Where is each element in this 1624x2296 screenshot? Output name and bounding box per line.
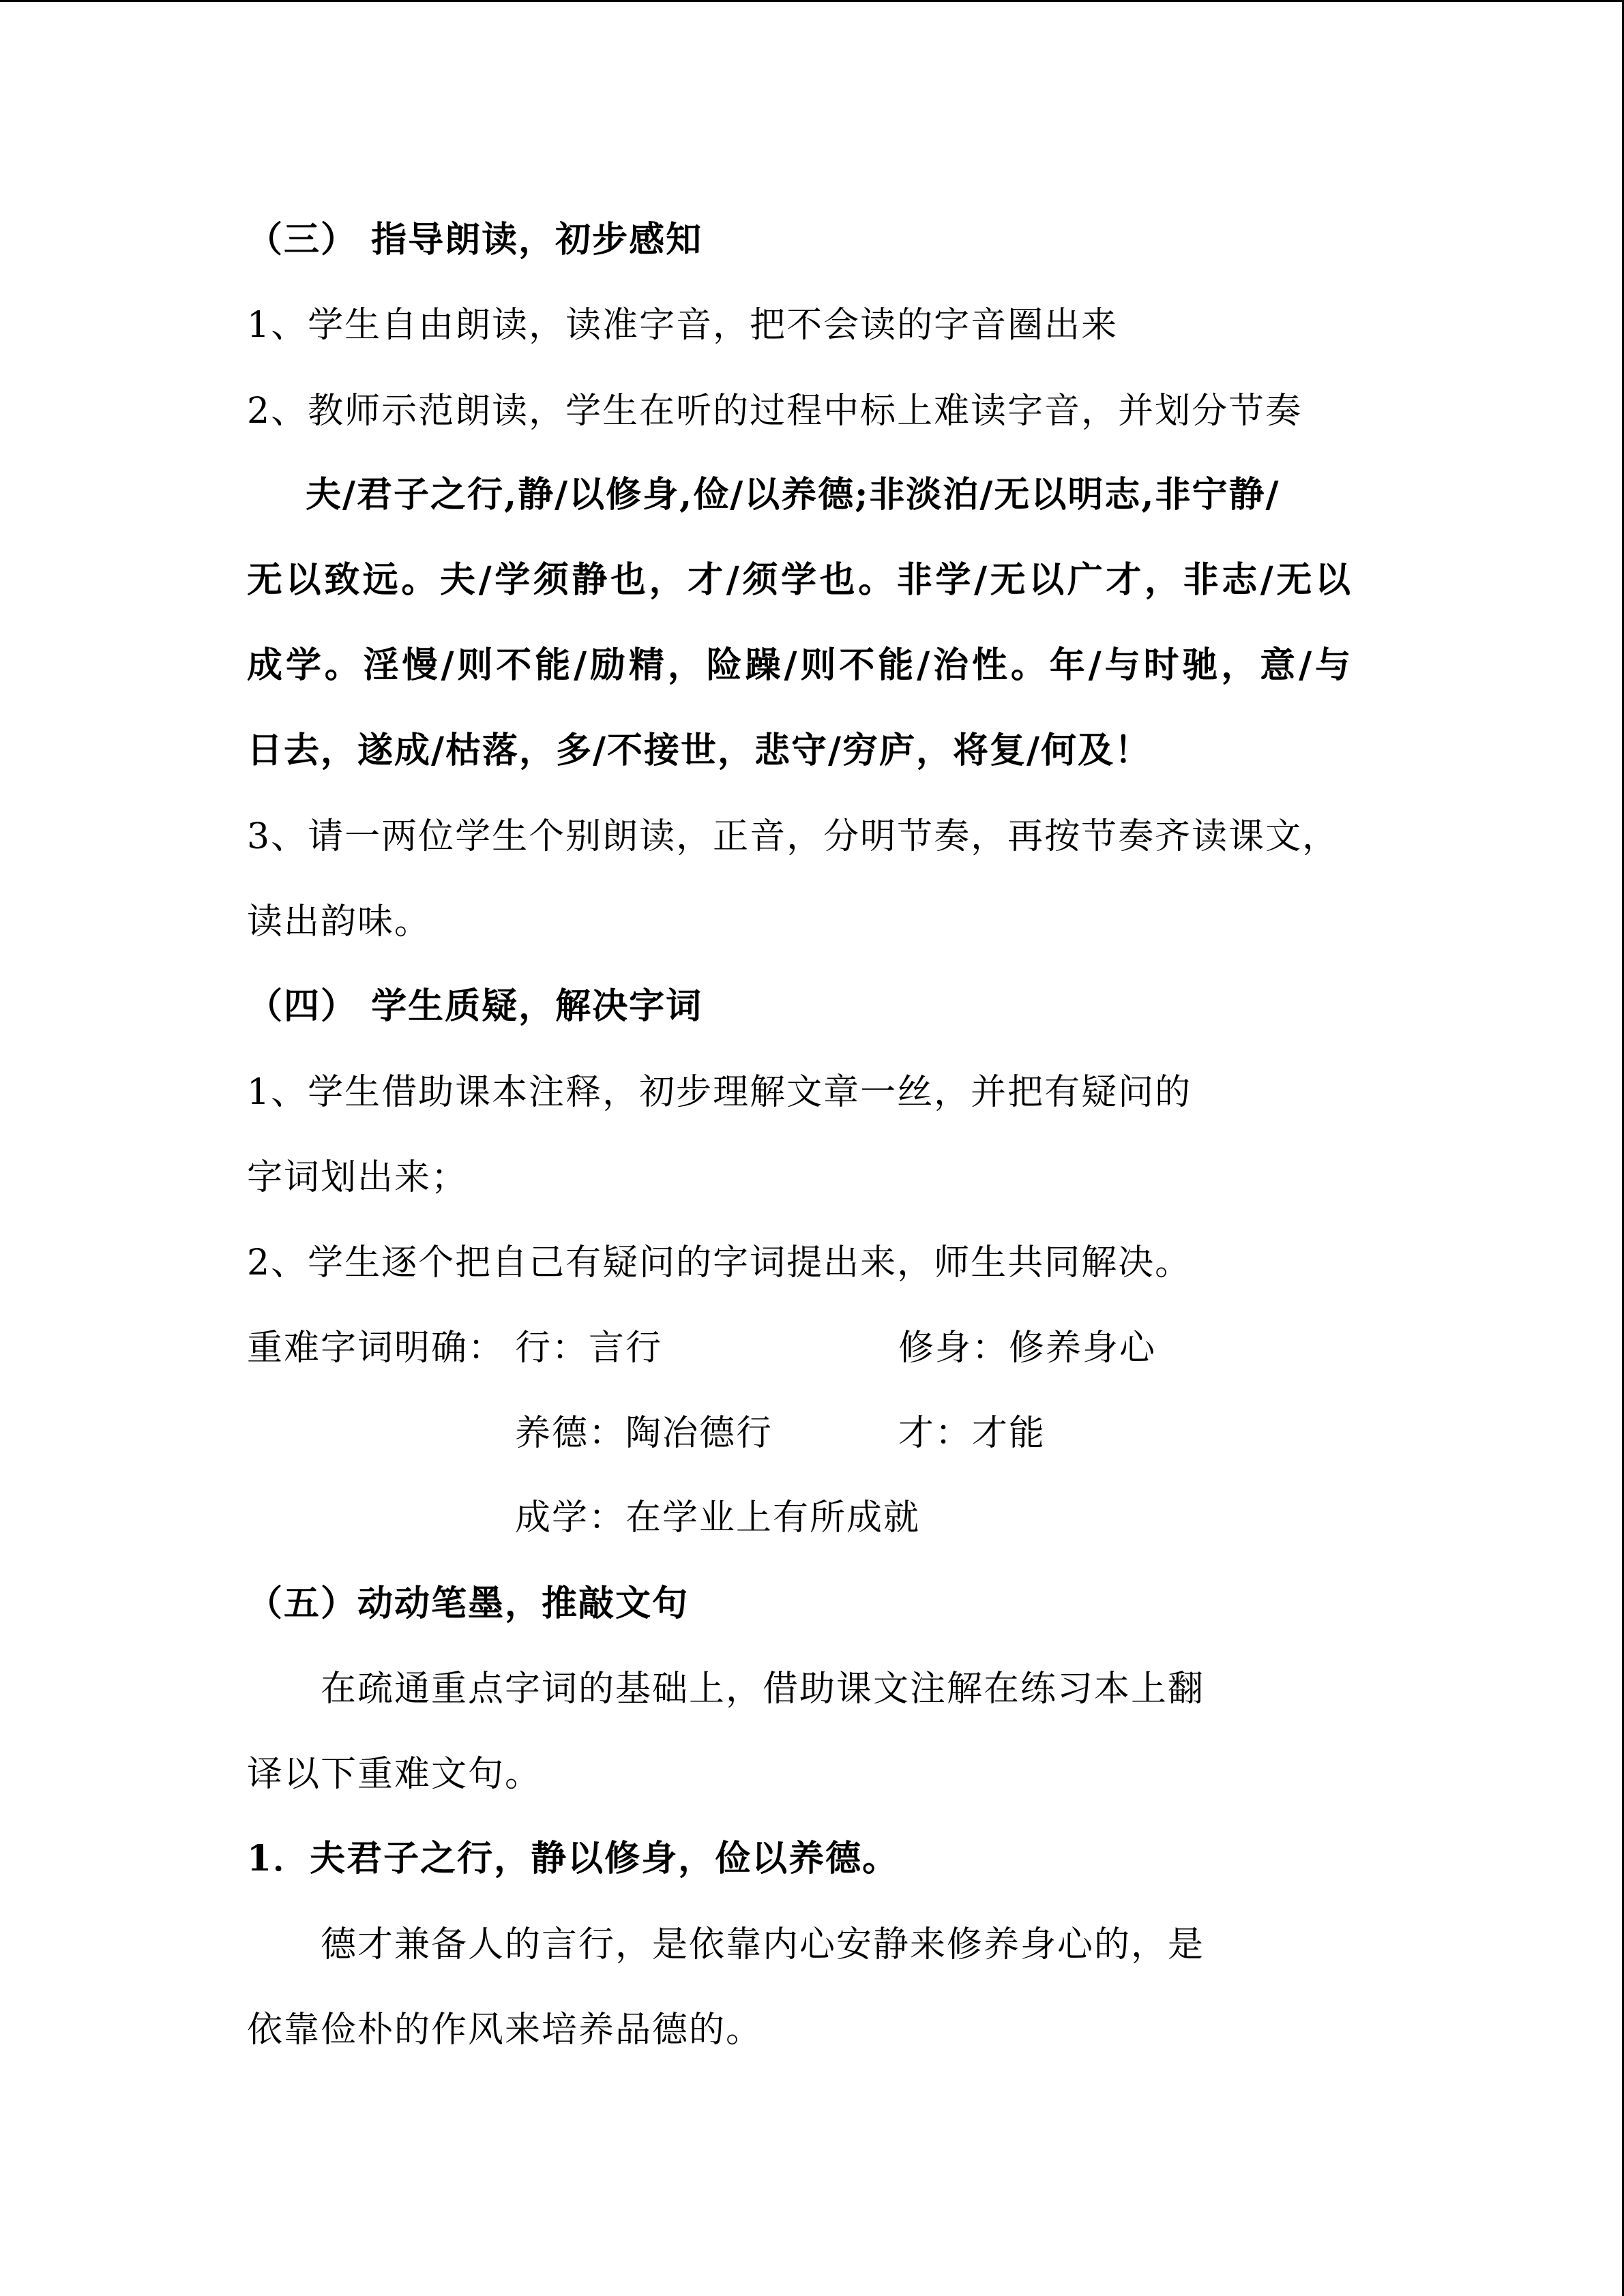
section3-step1: 1、学生自由朗读，读准字音，把不会读的字音圈出来 [247,305,1119,346]
section3-step3-line1: 3、请一两位学生个别朗读，正音，分明节奏，再按节奏齐读课文， [247,816,1340,857]
classical-text-line-3: 成学。淫慢/则不能/励精，险躁/则不能/治性。年/与时驰，意/与 [247,644,1352,686]
section4-step1-line2: 字词划出来； [247,1157,469,1198]
classical-text-line-1: 夫/君子之行,静/以修身,俭/以养德;非淡泊/无以明志,非宁静/ [306,474,1280,516]
vocab-item: 成学：在学业上有所成就 [515,1497,921,1538]
vocab-item: 才：才能 [898,1413,1046,1454]
translation-line2: 依靠俭朴的作风来培养品德的。 [247,2010,763,2051]
vocab-label: 重难字词明确： [247,1328,505,1369]
key-sentence-1: 1．夫君子之行，静以修身，俭以养德。 [247,1838,900,1879]
vocab-item: 养德：陶冶德行 [515,1413,773,1454]
section5-heading: （五）动动笔墨，推敲文句 [247,1583,690,1624]
vocab-item: 行：言行 [515,1328,663,1369]
section3-step2: 2、教师示范朗读，学生在听的过程中标上难读字音，并划分节奏 [247,391,1303,432]
section3-step3-line2: 读出韵味。 [247,901,432,942]
classical-text-line-2: 无以致远。夫/学须静也，才/须学也。非学/无以广才，非志/无以 [247,559,1352,601]
section5-intro-line1: 在疏通重点字词的基础上，借助课文注解在练习本上翻 [321,1669,1205,1710]
section5-intro-line2: 译以下重难文句。 [247,1754,542,1795]
vocab-item: 修身：修养身心 [898,1328,1157,1369]
translation-line1: 德才兼备人的言行，是依靠内心安静来修养身心的，是 [321,1924,1205,1965]
section3-heading: （三） 指导朗读，初步感知 [247,219,703,260]
section4-heading: （四） 学生质疑，解决字词 [247,985,703,1027]
section4-step1-line1: 1、学生借助课本注释，初步理解文章一丝，并把有疑问的 [247,1072,1192,1113]
classical-text-line-4: 日去，遂成/枯落，多/不接世，悲守/穷庐，将复/何及！ [247,730,1151,771]
section4-step2: 2、学生逐个把自己有疑问的字词提出来，师生共同解决。 [247,1242,1192,1283]
